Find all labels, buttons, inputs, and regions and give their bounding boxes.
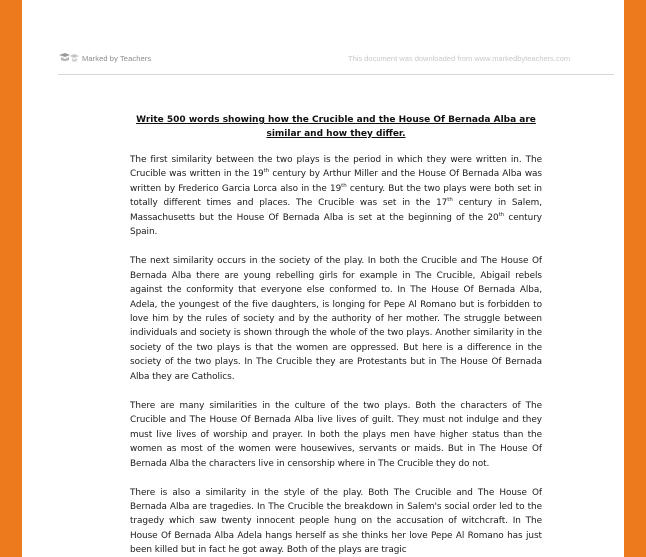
p1-sup-2: th <box>341 182 347 189</box>
p1-sup-3: th <box>447 197 453 204</box>
p1-text-a: The first similarity between the two plays is the period in which they were written in. The Crucible was written in the 19 <box>130 155 542 180</box>
p1-sup-4: th <box>498 211 505 218</box>
marked-by-teachers-logo[interactable] <box>58 51 151 65</box>
paragraph-1 <box>130 153 542 240</box>
p1-text-e: century Spain. <box>130 212 542 238</box>
p1-text-b: century by Arthur Miller and the House Of Bernada Alba was written by Frederico Garcia Lorca also in the 19 <box>130 169 542 194</box>
paragraph-2: The next similarity occurs in the society of the play. In both the Crucible and The House Of Bernada Alba there are young rebelling girls for example in The Crucible, Abigail rebels against the conformity that everyone else conformed to. In The House Of Bernada Alba, Adela, the youngest of the five daughters, is longing for Pepe Al Romano but is forbidden to love him by the rules of society and by the authority of her mother. The struggle between individuals and society is shown through the whole of the two plays. Another similarity in the society of the two plays is that the women are oppressed. But here is a difference in the society of the two plays. In The Crucible they are Protestants but in The House Of Bernada Alba they are Catholics. <box>130 256 542 382</box>
paragraph-3: There are many similarities in the culture of the two plays. Both the characters of The Crucible and The House Of Bernada Alba live lives of guilt. They must not indulge and they must live lives of worship and prayer. In both the plays men have higher status than the women as most of the women were housewives, servants or maids. But in The House Of Bernada Alba the characters live in censorship where in The Crucible they do not. <box>130 400 542 469</box>
p1-text-c: century. But the two plays were both set in totally different times and places. The Crucible was set in the 17 <box>130 183 543 209</box>
page-header <box>22 0 624 80</box>
title-line-2: similar and how they differ. <box>266 128 406 139</box>
paragraph-4: There is also a similarity in the style of the play. Both The Crucible and The House Of Bernada Alba are tragedies. In The Crucible the breakdown in Salem's social order led to the tragedy which saw twenty innocent people hung on the accusation of witchcraft. In The House Of Bernada Alba Adela hangs herself as she thinks her love Pepe Al Romano has just been killed but in fact he got away. Both of the plays are tragic <box>130 487 542 556</box>
logo-text: Marked by Teachers <box>82 53 152 63</box>
logo-icon <box>58 51 80 65</box>
document-page <box>22 0 624 557</box>
p1-sup-1: th <box>263 168 270 175</box>
essay-title <box>130 114 542 141</box>
download-note: This document was downloaded from www.markedbyteachers.com <box>348 54 571 63</box>
p1-text-d: century in Salem, Massachusetts but the House Of Bernada Alba is set at the beginning of the 20 <box>130 198 542 223</box>
essay-body <box>130 153 542 557</box>
header-divider <box>58 74 614 75</box>
title-line-1: Write 500 words showing how the Crucible and the House Of Bernada Alba are <box>136 115 536 125</box>
